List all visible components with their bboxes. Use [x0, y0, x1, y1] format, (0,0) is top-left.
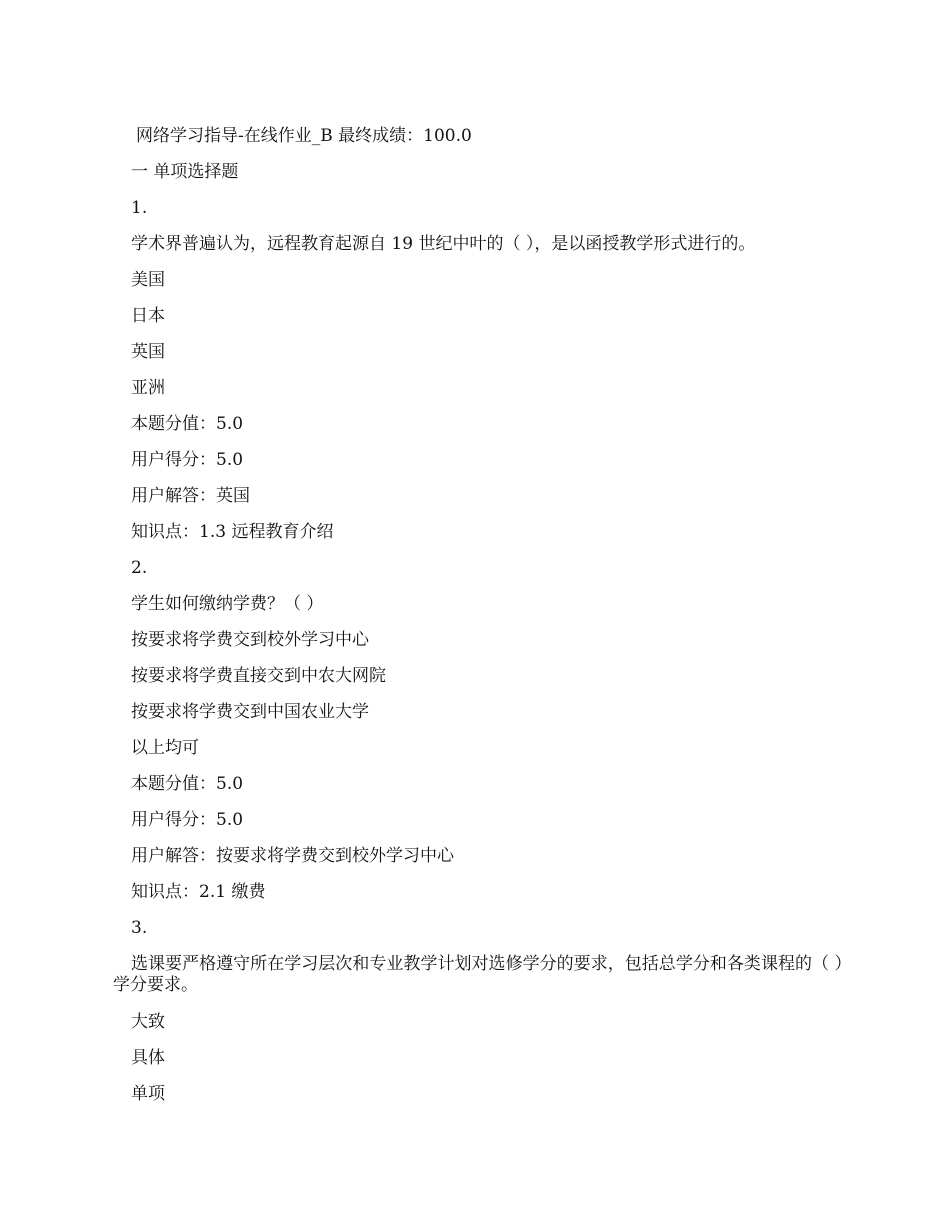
answer-option: 日本 — [131, 306, 165, 326]
answer-option: 大致 — [131, 1012, 165, 1032]
question-score-value: 本题分值：5.0 — [131, 774, 244, 794]
answer-option: 按要求将学费直接交到中农大网院 — [131, 666, 386, 686]
answer-option: 以上均可 — [131, 738, 199, 758]
user-answer: 用户解答：英国 — [131, 486, 250, 506]
answer-option: 按要求将学费交到中国农业大学 — [131, 702, 369, 722]
question-score-value: 本题分值：5.0 — [131, 414, 244, 434]
document-content — [113, 126, 843, 1120]
question-number: 1. — [131, 198, 148, 218]
answer-option: 具体 — [131, 1048, 165, 1068]
question-text: 学术界普遍认为，远程教育起源自 19 世纪中叶的（ ），是以函授教学形式进行的。 — [131, 234, 756, 254]
question-number: 2. — [131, 558, 148, 578]
answer-option: 按要求将学费交到校外学习中心 — [131, 630, 369, 650]
user-score: 用户得分：5.0 — [131, 810, 244, 830]
answer-option: 英国 — [131, 342, 165, 362]
question-text: 选课要严格遵守所在学习层次和专业教学计划对选修学分的要求，包括总学分和各类课程的（ ）学分要求。 — [113, 954, 843, 995]
answer-option: 亚洲 — [131, 378, 165, 398]
knowledge-point: 知识点：1.3 远程教育介绍 — [131, 522, 334, 542]
user-answer: 用户解答：按要求将学费交到校外学习中心 — [131, 846, 454, 866]
question-number: 3. — [131, 918, 148, 938]
answer-option: 美国 — [131, 270, 165, 290]
question-text: 学生如何缴纳学费？（ ） — [131, 594, 324, 614]
answer-option: 单项 — [131, 1084, 165, 1104]
page-title: 网络学习指导-在线作业_B 最终成绩：100.0 — [136, 126, 472, 146]
section-heading: 一 单项选择题 — [131, 162, 239, 182]
user-score: 用户得分：5.0 — [131, 450, 244, 470]
knowledge-point: 知识点：2.1 缴费 — [131, 882, 266, 902]
